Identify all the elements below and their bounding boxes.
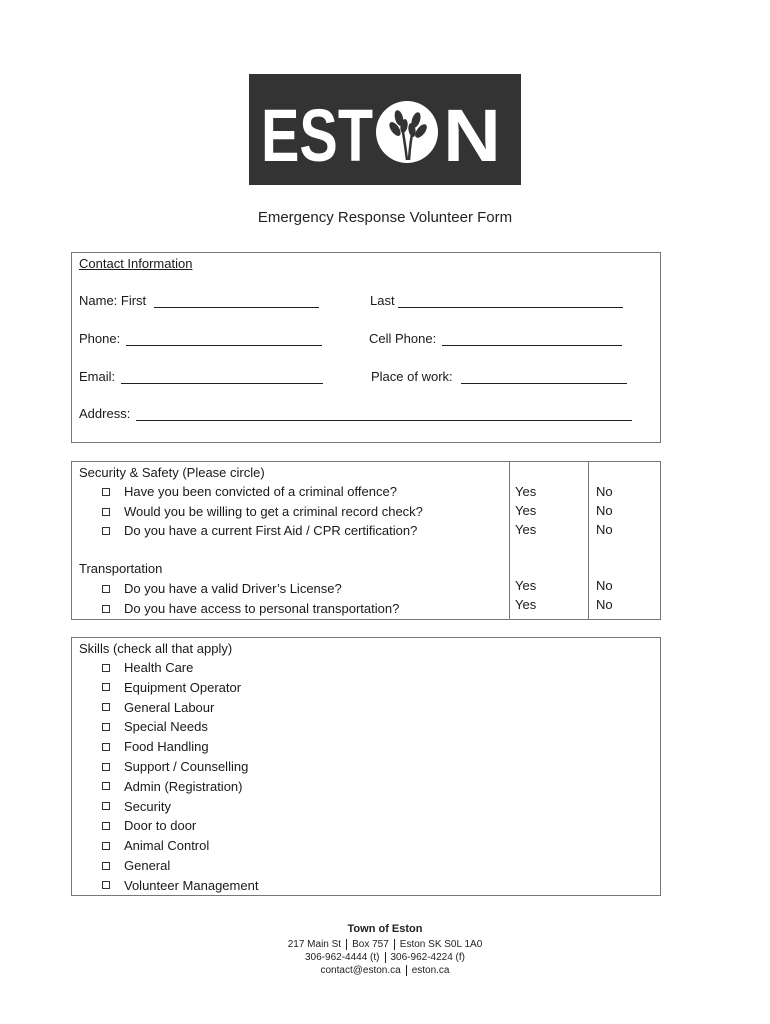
footer-street: 217 Main St xyxy=(287,939,342,951)
skill-checkbox[interactable] xyxy=(102,703,110,711)
skill-row xyxy=(102,739,209,754)
skill-row xyxy=(102,680,241,695)
skill-label: Admin (Registration) xyxy=(124,778,243,794)
footer-separator xyxy=(346,939,347,950)
answer-yes[interactable]: Yes xyxy=(515,597,537,612)
question-text: Do you have access to personal transportation? xyxy=(124,601,400,616)
last-name-field[interactable] xyxy=(398,307,623,308)
answer-no[interactable]: No xyxy=(596,484,613,499)
footer-city: Eston SK S0L 1A0 xyxy=(399,939,483,951)
question-text: Do you have a current First Aid / CPR certification? xyxy=(124,523,418,538)
skill-label: Security xyxy=(124,798,171,814)
address-label: Address: xyxy=(79,406,131,421)
skill-label: Door to door xyxy=(124,818,197,834)
answer-yes[interactable]: Yes xyxy=(515,578,537,593)
answer-no[interactable]: No xyxy=(596,578,613,593)
answer-no[interactable]: No xyxy=(596,597,613,612)
skill-checkbox[interactable] xyxy=(102,881,110,889)
skill-label: Equipment Operator xyxy=(124,679,242,695)
skill-row xyxy=(102,660,193,675)
eston-logo xyxy=(249,74,521,185)
cell-phone-field[interactable] xyxy=(442,345,622,346)
skill-row xyxy=(102,759,248,774)
first-name-field[interactable] xyxy=(154,307,319,308)
answer-no[interactable]: No xyxy=(596,522,613,537)
footer-address xyxy=(0,939,770,950)
footer-separator xyxy=(394,939,395,950)
last-name-label: Last xyxy=(370,293,395,308)
question-checkbox[interactable] xyxy=(102,605,110,613)
question-text: Would you be willing to get a criminal record check? xyxy=(124,504,423,519)
skill-label: Support / Counselling xyxy=(124,759,249,774)
question-row xyxy=(102,523,417,538)
answer-yes[interactable]: Yes xyxy=(515,484,537,499)
footer-separator xyxy=(385,952,386,963)
skill-label: Animal Control xyxy=(124,838,210,854)
answer-yes[interactable]: Yes xyxy=(515,522,537,537)
question-row xyxy=(102,601,399,616)
skill-checkbox[interactable] xyxy=(102,822,110,830)
skill-label: General xyxy=(124,858,171,873)
skill-label: Food Handling xyxy=(124,739,209,755)
skill-checkbox[interactable] xyxy=(102,683,110,691)
question-row xyxy=(102,484,397,499)
skill-label: Special Needs xyxy=(124,719,208,735)
question-checkbox[interactable] xyxy=(102,508,110,516)
skill-label: Health Care xyxy=(124,660,194,675)
skill-checkbox[interactable] xyxy=(102,664,110,672)
answer-no[interactable]: No xyxy=(596,503,613,518)
security-heading: Security & Safety (Please circle) xyxy=(79,465,265,480)
form-title: Emergency Response Volunteer Form xyxy=(257,209,513,226)
place-of-work-label: Place of work: xyxy=(371,369,453,384)
footer-fax: 306-962-4224 (f) xyxy=(390,952,465,964)
security-section xyxy=(71,461,661,620)
question-row xyxy=(102,581,342,596)
address-field[interactable] xyxy=(136,420,632,421)
footer-email[interactable]: contact@eston.ca xyxy=(320,965,401,977)
question-checkbox[interactable] xyxy=(102,527,110,535)
skill-row xyxy=(102,878,258,893)
footer-website[interactable]: eston.ca xyxy=(411,965,450,977)
skill-row xyxy=(102,818,196,833)
skill-label: Volunteer Management xyxy=(124,877,259,893)
no-column-divider xyxy=(588,462,589,619)
skill-checkbox[interactable] xyxy=(102,802,110,810)
skill-checkbox[interactable] xyxy=(102,782,110,790)
question-checkbox[interactable] xyxy=(102,488,110,496)
email-label: Email: xyxy=(79,369,116,384)
skill-row xyxy=(102,700,214,715)
email-field[interactable] xyxy=(121,383,323,384)
question-text: Do you have a valid Driver’s License? xyxy=(124,581,342,596)
footer-web xyxy=(0,965,770,976)
eston-logo-art xyxy=(249,74,521,185)
footer-separator xyxy=(406,965,407,976)
skill-row xyxy=(102,799,171,814)
logo-text-left: EST xyxy=(261,94,373,177)
footer-org-name: Town of Eston xyxy=(347,923,423,935)
phone-label: Phone: xyxy=(79,331,121,346)
question-checkbox[interactable] xyxy=(102,585,110,593)
skill-row xyxy=(102,838,209,853)
phone-field[interactable] xyxy=(126,345,322,346)
question-text: Have you been convicted of a criminal offence? xyxy=(124,484,397,499)
globe-wheat-icon xyxy=(376,101,438,163)
logo-text-right: N xyxy=(443,94,501,177)
skill-row xyxy=(102,719,208,734)
contact-heading: Contact Information xyxy=(79,256,193,271)
skill-label: General Labour xyxy=(124,699,215,715)
skill-row xyxy=(102,858,170,873)
answer-yes[interactable]: Yes xyxy=(515,503,537,518)
place-of-work-field[interactable] xyxy=(461,383,627,384)
footer-phone: 306-962-4444 (t) xyxy=(305,952,380,964)
footer-phones xyxy=(0,952,770,963)
contact-section xyxy=(71,252,661,443)
footer-box: Box 757 xyxy=(352,939,389,951)
skill-checkbox[interactable] xyxy=(102,763,110,771)
skill-row xyxy=(102,779,243,794)
skill-checkbox[interactable] xyxy=(102,862,110,870)
first-name-label: Name: First xyxy=(79,293,147,308)
skills-section xyxy=(71,637,661,896)
yes-column-divider xyxy=(509,462,510,619)
skill-checkbox[interactable] xyxy=(102,743,110,751)
skill-checkbox[interactable] xyxy=(102,723,110,731)
transportation-heading: Transportation xyxy=(79,561,163,576)
cell-phone-label: Cell Phone: xyxy=(369,331,437,346)
skill-checkbox[interactable] xyxy=(102,842,110,850)
skills-heading: Skills (check all that apply) xyxy=(79,641,233,656)
question-row xyxy=(102,504,423,519)
